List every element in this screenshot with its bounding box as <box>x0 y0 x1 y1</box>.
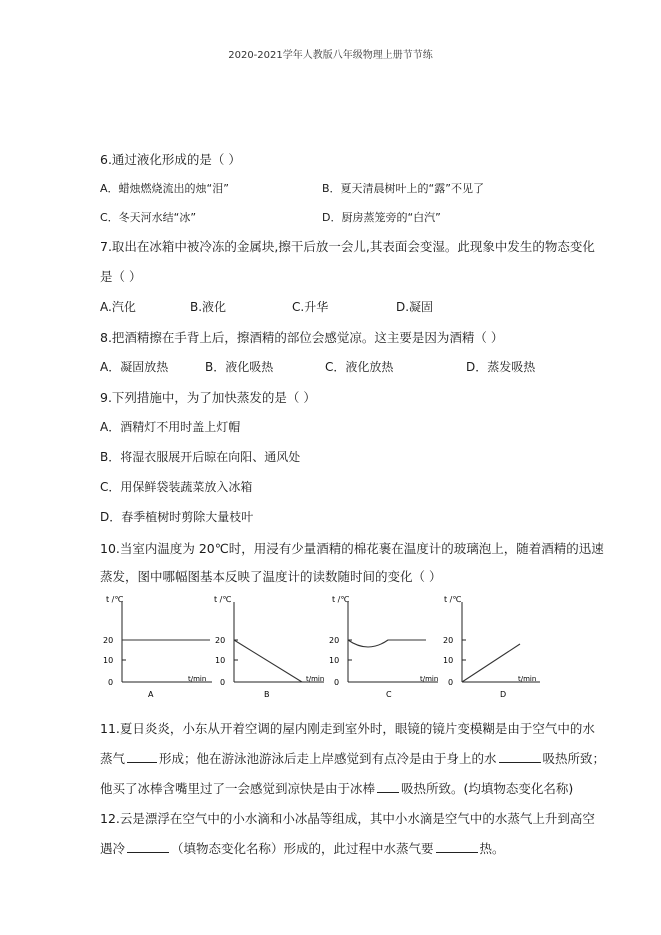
q11-line2 <box>100 749 605 767</box>
q9-option-a: A．酒精灯不用时盖上灯帽 <box>100 420 241 434</box>
q12-line2 <box>100 839 505 857</box>
chart-b-tick-0: 0 <box>220 678 226 687</box>
chart-b-tick-10: 10 <box>215 656 226 665</box>
q9-option-c: C．用保鲜袋装蔬菜放入冰箱 <box>100 480 253 494</box>
q8-stem: 8.把酒精擦在手背上后，擦酒精的部位会感觉凉。这主要是因为酒精（ ） <box>100 330 504 345</box>
q8-option-d: D．蒸发吸热 <box>466 360 536 374</box>
chart-a-tick-10: 10 <box>103 656 114 665</box>
chart-a-letter: A <box>148 690 154 699</box>
chart-c-curve <box>348 640 426 647</box>
chart-d-curve <box>462 644 520 682</box>
q11-text-e: 吸热所致。(均填物态变化名称) <box>401 781 574 796</box>
chart-b-x-label: t/min <box>306 675 325 683</box>
q11-line3 <box>100 779 573 797</box>
page-header: 2020-2021学年人教版八年级物理上册节节练 <box>228 50 433 61</box>
q6-stem: 6.通过液化形成的是（ ） <box>100 152 241 167</box>
q7-option-c: C.升华 <box>292 300 329 314</box>
chart-c-tick-20: 20 <box>329 636 340 645</box>
chart-d-x-label: t/min <box>518 675 537 683</box>
chart-b-curve <box>234 640 302 682</box>
q12-text-c: 热。 <box>479 841 505 856</box>
chart-d-tick-0: 0 <box>448 678 454 687</box>
chart-c <box>329 595 438 699</box>
q8-option-a: A．凝固放热 <box>100 360 169 374</box>
q11-blank-2[interactable] <box>499 750 541 763</box>
q7-stem-line2: 是（ ） <box>100 269 142 284</box>
chart-b-tick-20: 20 <box>215 636 226 645</box>
q12-line1: 12.云是漂浮在空气中的小水滴和小冰晶等组成，其中小水滴是空气中的水蒸气上升到高空 <box>100 811 595 826</box>
chart-a-tick-0: 0 <box>108 678 114 687</box>
q10-stem-line2: 蒸发，图中哪幅图基本反映了温度计的读数随时间的变化（ ） <box>100 569 442 584</box>
q6-option-c: C．冬天河水结“冰” <box>100 211 197 224</box>
chart-d-y-label: t /℃ <box>444 595 462 604</box>
chart-a-y-label: t /℃ <box>106 595 124 604</box>
q6-option-a: A．蜡烛燃烧流出的烛“泪” <box>100 182 229 195</box>
q11-text-b: 形成；他在游泳池游泳后走上岸感觉到有点冷是由于身上的水 <box>159 751 497 766</box>
q10-charts <box>100 592 540 704</box>
chart-c-y-label: t /℃ <box>332 595 350 604</box>
chart-b <box>214 595 324 699</box>
q11-line1: 11.夏日炎炎，小东从开着空调的屋内刚走到室外时，眼镜的镜片变模糊是由于空气中的水 <box>100 721 595 736</box>
chart-d-tick-20: 20 <box>443 636 454 645</box>
q8-option-c: C．液化放热 <box>325 360 394 374</box>
q11-text-a: 蒸气 <box>100 751 126 766</box>
chart-c-x-label: t/min <box>420 675 439 683</box>
q7-option-b: B.液化 <box>190 300 227 314</box>
q10-stem-line1: 10.当室内温度为 20℃时，用浸有少量酒精的棉花裹在温度计的玻璃泡上，随着酒精的迅速 <box>100 541 604 556</box>
chart-d <box>443 595 540 699</box>
chart-c-tick-10: 10 <box>329 656 340 665</box>
chart-a <box>103 595 212 699</box>
chart-d-tick-10: 10 <box>443 656 454 665</box>
q11-text-c: 吸热所致； <box>542 751 606 766</box>
chart-c-letter: C <box>386 690 392 699</box>
q7-stem-line1: 7.取出在冰箱中被冷冻的金属块,擦干后放一会儿,其表面会变湿。此现象中发生的物态变化 <box>100 239 595 254</box>
q12-blank-2[interactable] <box>436 840 478 853</box>
q7-option-d: D.凝固 <box>396 300 434 314</box>
q8-option-b: B．液化吸热 <box>205 360 274 374</box>
q6-option-b: B．夏天清晨树叶上的“露”不见了 <box>322 182 484 195</box>
q9-option-b: B．将湿衣服展开后晾在向阳、通风处 <box>100 450 301 464</box>
q6-option-d: D．厨房蒸笼旁的“白汽” <box>322 211 441 224</box>
q12-text-b: （填物态变化名称）形成的，此过程中水蒸气要 <box>171 841 434 856</box>
q12-text-a: 遇冷 <box>100 841 126 856</box>
q9-stem: 9.下列措施中，为了加快蒸发的是（ ） <box>100 390 316 405</box>
q12-blank-1[interactable] <box>127 840 169 853</box>
q7-option-a: A.汽化 <box>100 300 136 314</box>
q11-text-d: 他买了冰棒含嘴里过了一会感觉到凉快是由于冰棒 <box>100 781 376 796</box>
q11-blank-3[interactable] <box>377 780 399 793</box>
chart-a-tick-20: 20 <box>103 636 114 645</box>
chart-b-letter: B <box>264 690 270 699</box>
chart-a-x-label: t/min <box>188 675 207 683</box>
chart-d-letter: D <box>500 690 507 699</box>
q11-blank-1[interactable] <box>127 750 157 763</box>
chart-b-y-label: t /℃ <box>214 595 232 604</box>
q9-option-d: D．春季植树时剪除大量枝叶 <box>100 510 254 524</box>
chart-c-tick-0: 0 <box>334 678 340 687</box>
